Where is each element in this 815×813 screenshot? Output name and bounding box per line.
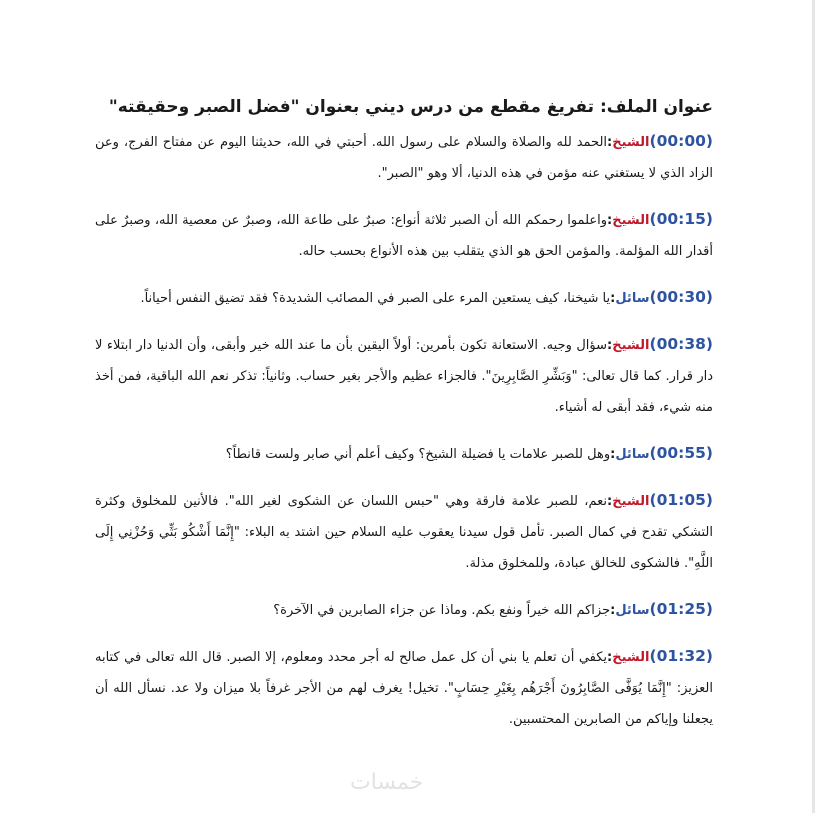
entry-speaker: سائل [615, 603, 650, 618]
entry-separator: : [610, 603, 616, 618]
entry-timestamp: (00:30) [649, 288, 713, 306]
entry-speaker: الشيخ [612, 213, 650, 228]
entry-speaker: سائل [615, 291, 650, 306]
entry-text: الحمد لله والصلاة والسلام على رسول الله. أحبتي في الله، حديثنا اليوم عن مفتاح الفرج، وعن الزاد الذي لا يستغني عنه مؤمن في هذه الدنيا، ألا وهو "الصبر". [95, 135, 713, 181]
entry-text: واعلموا رحمكم الله أن الصبر ثلاثة أنواع: صبرٌ على طاعة الله، وصبرٌ عن معصية الله، وصبرٌ على أقدار الله المؤلمة. والمؤمن الحق هو الذي يتقلب بين هذه الأنواع بحسب حاله. [95, 213, 713, 259]
watermark-logo: خمسات [350, 770, 424, 795]
entry-speaker: الشيخ [612, 650, 650, 665]
entry-timestamp: (01:25) [649, 600, 713, 618]
entry-timestamp: (00:00) [649, 132, 713, 150]
entry-text: جزاكم الله خيراً ونفع بكم. وماذا عن جزاء الصابرين في الآخرة؟ [273, 603, 611, 618]
entry-text: يا شيخنا، كيف يستعين المرء على الصبر في المصائب الشديدة؟ فقد تضيق النفس أحياناً. [140, 291, 611, 306]
transcript-entry [95, 641, 713, 735]
transcript-entries [95, 126, 713, 735]
transcript-entry [95, 282, 713, 314]
entry-separator: : [607, 213, 613, 228]
entry-timestamp: (00:55) [649, 444, 713, 462]
entry-speaker: الشيخ [612, 338, 650, 353]
entry-text: نعم، للصبر علامة فارقة وهي "حبس اللسان عن الشكوى لغير الله". فالأنين للمخلوق وكثرة التشكي تقدح في كمال الصبر. تأمل قول سيدنا يعقوب عليه السلام حين اشتد به البلاء: "إِنَّمَا أَشْكُو بَثِّي وَحُزْنِي إِلَى اللَّهِ". فالشكوى للخالق عبادة، وللمخلوق مذلة. [95, 494, 713, 571]
entry-separator: : [610, 447, 616, 462]
transcript-entry [95, 126, 713, 189]
transcript-entry [95, 438, 713, 470]
entry-timestamp: (00:15) [649, 210, 713, 228]
entry-speaker: سائل [615, 447, 650, 462]
entry-separator: : [607, 650, 613, 665]
entry-separator: : [607, 338, 613, 353]
entry-timestamp: (01:05) [649, 491, 713, 509]
document-body [95, 92, 713, 750]
entry-separator: : [607, 494, 613, 509]
transcript-entry [95, 329, 713, 423]
entry-speaker: الشيخ [612, 494, 650, 509]
transcript-entry [95, 204, 713, 267]
entry-separator: : [607, 135, 613, 150]
entry-text: سؤال وجيه. الاستعانة تكون بأمرين: أولاً اليقين بأن ما عند الله خير وأبقى، وأن الدنيا دار ابتلاء لا دار قرار. كما قال تعالى: "وَبَشِّرِ الصَّابِرِينَ". فالجزاء عظيم والأجر بغير حساب. وثانياً: تذكر نعم الله الباقية، فمن أخذ منه شيء، فقد أبقى له أشياء. [95, 338, 713, 415]
transcript-entry [95, 485, 713, 579]
entry-timestamp: (01:32) [649, 647, 713, 665]
entry-text: وهل للصبر علامات يا فضيلة الشيخ؟ وكيف أعلم أني صابر ولست قانطاً؟ [225, 447, 611, 462]
entry-timestamp: (00:38) [649, 335, 713, 353]
entry-text: يكفي أن تعلم يا بني أن كل عمل صالح له أجر محدد ومعلوم، إلا الصبر. قال الله تعالى في كتابه العزيز: "إِنَّمَا يُوَفَّى الصَّابِرُونَ أَجْرَهُم بِغَيْرِ حِسَابٍ". تخيل! يغرف لهم من الأجر غرفاً بلا ميزان ولا عد. نسأل الله أن يجعلنا وإياكم من الصابرين المحتسبين. [95, 650, 713, 727]
transcript-entry [95, 594, 713, 626]
entry-speaker: الشيخ [612, 135, 650, 150]
document-title: عنوان الملف: تفريغ مقطع من درس ديني بعنوان "فضل الصبر وحقيقته" [108, 97, 713, 117]
entry-separator: : [610, 291, 616, 306]
